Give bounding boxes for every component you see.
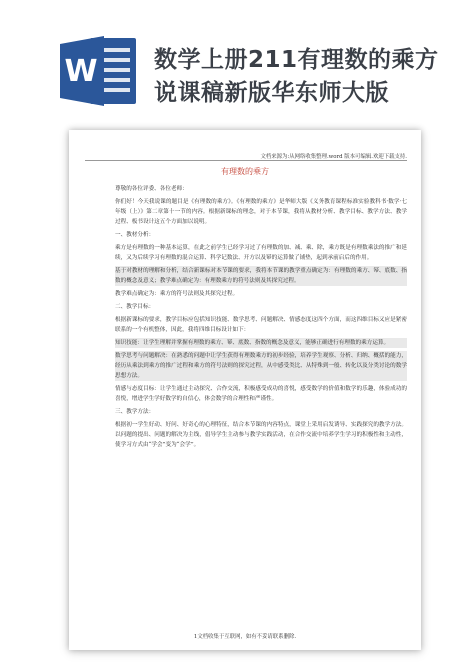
section-heading: 三、教学方法： (115, 409, 155, 415)
document-footer: 1文档收集于互联网，如有不妥请联系删除. (193, 634, 297, 640)
paragraph: 情感与态度目标：让学生通过主动探究、合作交流，积极感受成功的喜悦，感受数学的价值和数学的乐趣，体验成功的喜悦，增进学生学好数学的自信心，体会数学的合理性和严谨性。 (115, 386, 407, 402)
page-title-line-1: 数学上册211有理数的乘方 (154, 47, 439, 73)
section-heading: 一、教材分析： (115, 232, 155, 238)
header (0, 0, 474, 125)
paragraph: 根据初一学生好动、好问、好奇心的心理特征，结合本节课的内容特点，课堂上采用启发诱导、实践探究的教学方法。以问题的提出、问题的解决为主线，倡导学生主动参与教学实践活动，在合作交流中培养学生学习的积极性和主动性，使学习方式由“学会”变为“会学”。 (115, 422, 407, 448)
section-heading: 二、教学目标： (115, 304, 155, 310)
word-icon-letter: W (64, 54, 98, 89)
header-rule (85, 160, 407, 161)
paragraph: 知识技能：让学生理解并掌握有理数的乘方、幂、底数、指数的概念及意义，能够正确进行有理数的乘方运算。 (115, 338, 407, 348)
document-preview-page[interactable] (69, 130, 421, 650)
paragraph: 尊敬的各位评委、各位老师： (115, 186, 188, 192)
paragraph: 基于对教材的理解和分析，结合新课标对本节课的要求，我将本节课的教学重点确定为：有理数的乘方、幂、底数、指数的概念及意义；教学难点确定为：有理数乘方的符号法则及其探究过程。 (115, 268, 407, 284)
paragraph: 数学思考与问题解决：在熟悉的问题中让学生获得有理数乘方的初步经验，培养学生观察、分析、归纳、概括的能力，经历从乘法到乘方的推广过程和乘方的符号法则的探究过程，从中感受类比、从特殊到一般、转化以及分类讨论的数学思想方法。 (115, 353, 407, 379)
document-title: 有理数的乘方 (221, 167, 269, 176)
word-document-icon (60, 36, 138, 106)
paragraph: 教学难点确定为：乘方的符号法则及其探究过程。 (115, 291, 239, 297)
page-title-line-2: 说课稿新版华东师大版 (154, 80, 389, 106)
paragraph: 根据新课标的要求，教学目标应包括知识技能、数学思考、问题解决、情感态度这四个方面，而这四维目标又应是紧密联系的一个有机整体，因此，我将四维目标设计如下： (115, 317, 407, 333)
document-source-note: 文档来源为:从网络收集整理.word 版本可编辑.欢迎下载支持. (260, 154, 407, 160)
document-body (115, 184, 407, 453)
paragraph: 乘方是有理数的一种基本运算，在此之前学生已经学习过了有理数的加、减、乘、除，乘方既是有理数乘法的推广和延续，又为后续学习有理数的混合运算、科学记数法、开方以及幂的运算做了铺垫，起到承前启后的作用。 (115, 245, 407, 261)
paragraph: 你们好！今天我说课的题目是《有理数的乘方》。《有理数的乘方》是华师大版《义务教育课程标准实验教科书·数学·七年级（上）》第二章第十一节的内容。根据新课标的理念，对于本节课，我将从教材分析、教学目标、教学方法、教学过程、板书设计这五个方面加以说明。 (115, 199, 407, 225)
